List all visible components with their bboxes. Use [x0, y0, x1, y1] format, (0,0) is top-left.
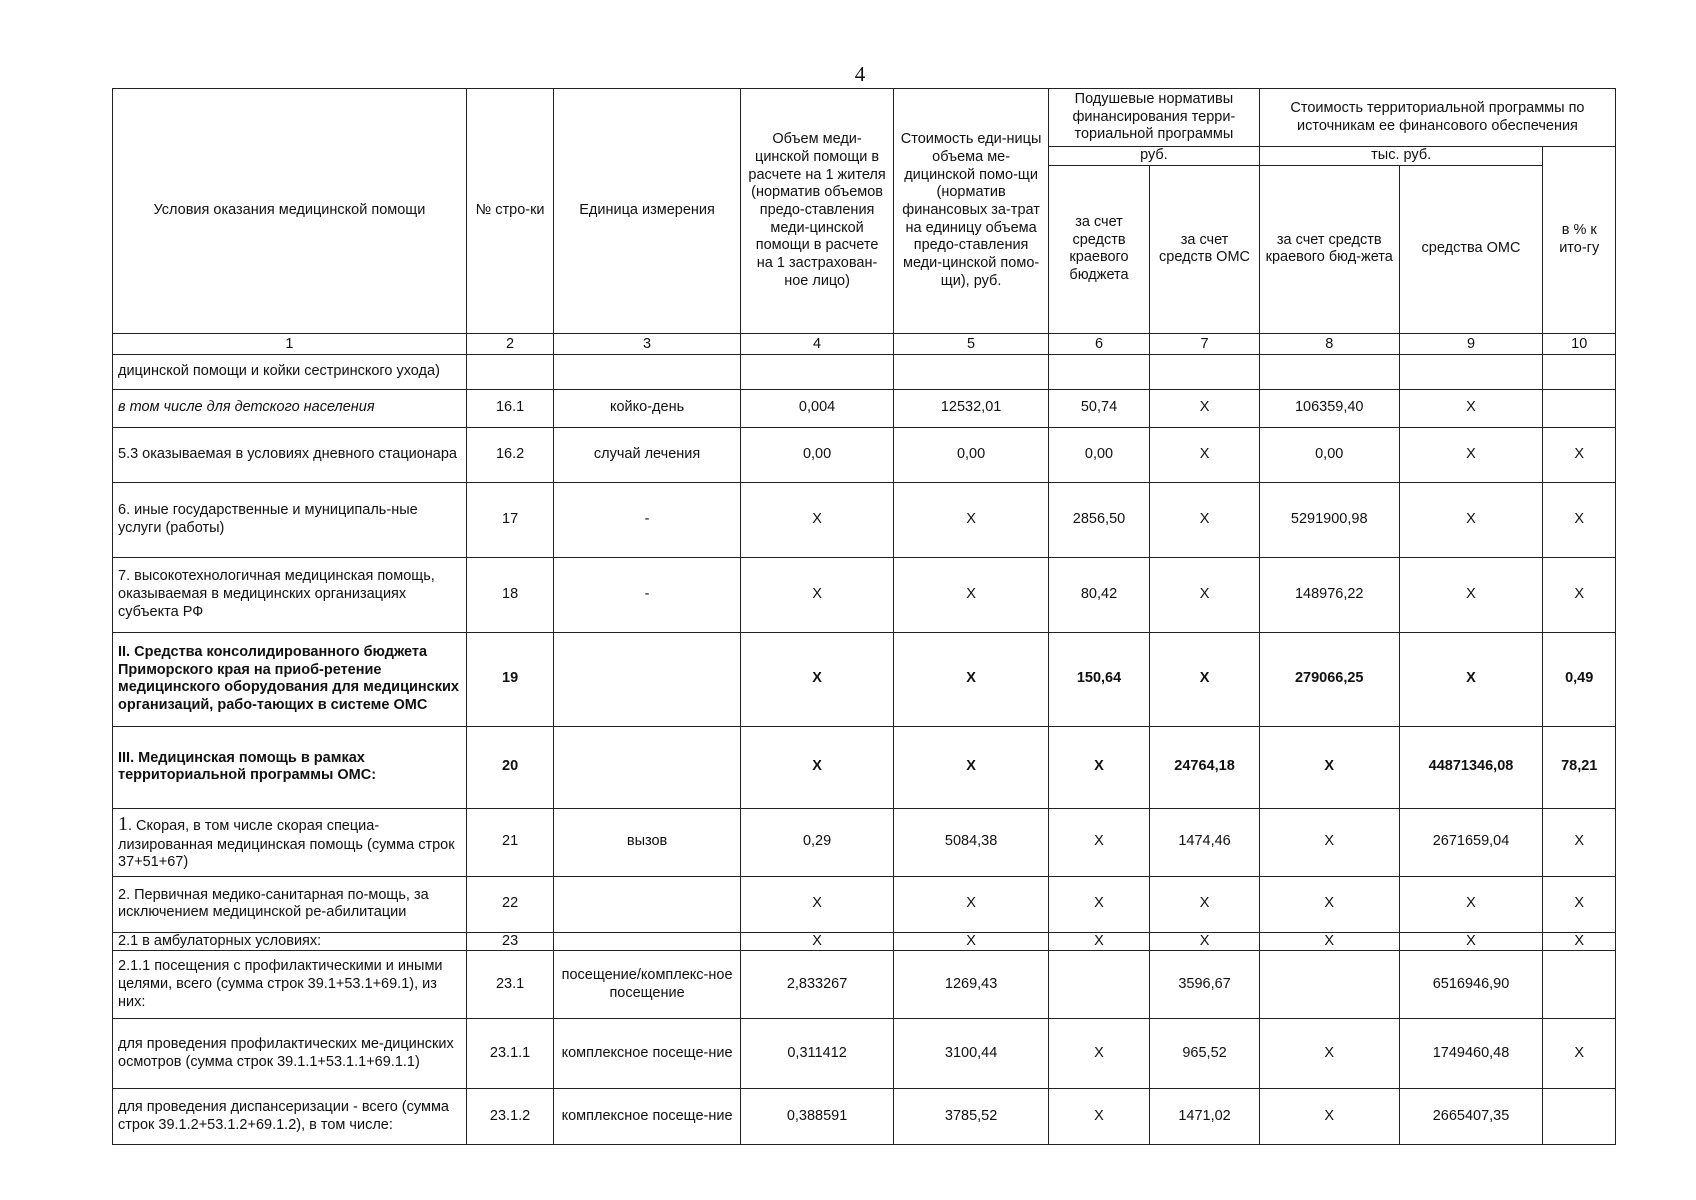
cell-tc-budget: X: [1259, 808, 1399, 876]
header-tc-oms: средства ОМС: [1399, 165, 1543, 333]
column-number: 10: [1543, 333, 1616, 354]
cell-percent: [1543, 389, 1616, 427]
cell-conditions: 2.1.1 посещения с профилактическими и иными целями, всего (сумма строк 39.1+53.1+69.1), из них:: [113, 951, 467, 1019]
cell-pc-oms: X: [1150, 557, 1260, 632]
cell-cost: 3785,52: [894, 1089, 1049, 1145]
table-row: [113, 726, 1616, 808]
cell-unit: койко-день: [554, 389, 741, 427]
cell-unit: [554, 726, 741, 808]
cell-row-no: 16.1: [466, 389, 553, 427]
cell-unit: [554, 354, 741, 389]
table-row: [113, 808, 1616, 876]
financing-table: [112, 88, 1616, 1145]
cell-percent: [1543, 1089, 1616, 1145]
cell-volume: [740, 354, 893, 389]
cell-row-no: 18: [466, 557, 553, 632]
cell-tc-oms: 2671659,04: [1399, 808, 1543, 876]
cell-tc-budget: [1259, 354, 1399, 389]
cell-percent: [1543, 354, 1616, 389]
cell-pc-oms: X: [1150, 482, 1260, 557]
header-per-capita: Подушевые нормативы финансирования терри-ториальной программы: [1048, 89, 1259, 147]
table-row: [113, 876, 1616, 932]
cell-pc-budget: X: [1048, 808, 1149, 876]
cell-tc-oms: [1399, 354, 1543, 389]
cell-tc-oms: X: [1399, 932, 1543, 951]
cell-unit: комплексное посеще-ние: [554, 1019, 741, 1089]
cell-pc-budget: X: [1048, 932, 1149, 951]
cell-percent: X: [1543, 808, 1616, 876]
header-percent: в % к ито-гу: [1543, 147, 1616, 334]
cell-row-no: [466, 354, 553, 389]
table-row: [113, 427, 1616, 482]
cell-pc-budget: X: [1048, 1019, 1149, 1089]
cell-percent: X: [1543, 427, 1616, 482]
cell-unit: комплексное посеще-ние: [554, 1089, 741, 1145]
table-row: [113, 482, 1616, 557]
cell-tc-budget: 279066,25: [1259, 632, 1399, 726]
cell-cost: 5084,38: [894, 808, 1049, 876]
cell-cost: X: [894, 557, 1049, 632]
cell-pc-budget: [1048, 951, 1149, 1019]
cell-volume: X: [740, 632, 893, 726]
cell-cost: X: [894, 726, 1049, 808]
column-number: 7: [1150, 333, 1260, 354]
cell-volume: X: [740, 876, 893, 932]
cell-cost: 0,00: [894, 427, 1049, 482]
header-cost: Стоимость еди-ницы объема ме-дицинской помо-щи (норматив финансовых за-трат на единицу объема предо-ставления меди-цинской помо-щи), руб.: [894, 89, 1049, 334]
header-conditions: Условия оказания медицинской помощи: [113, 89, 467, 334]
cell-volume: X: [740, 482, 893, 557]
cell-pc-oms: [1150, 354, 1260, 389]
cell-unit: -: [554, 482, 741, 557]
cell-pc-oms: X: [1150, 389, 1260, 427]
table-row: [113, 1089, 1616, 1145]
cell-pc-oms: 965,52: [1150, 1019, 1260, 1089]
cell-row-no: 22: [466, 876, 553, 932]
cell-row-no: 16.2: [466, 427, 553, 482]
cell-pc-budget: [1048, 354, 1149, 389]
cell-tc-oms: 1749460,48: [1399, 1019, 1543, 1089]
cell-tc-oms: X: [1399, 876, 1543, 932]
cell-conditions: II. Средства консолидированного бюджета Приморского края на приоб-ретение медицинского оборудования для медицинских организаций, рабо-тающих в системе ОМС: [113, 632, 467, 726]
column-number: 1: [113, 333, 467, 354]
cell-unit: [554, 876, 741, 932]
cell-unit: случай лечения: [554, 427, 741, 482]
cell-pc-oms: X: [1150, 427, 1260, 482]
header-pc-oms: за счет средств ОМС: [1150, 165, 1260, 333]
table-row: [113, 932, 1616, 951]
header-unit: Единица измерения: [554, 89, 741, 334]
column-number: 5: [894, 333, 1049, 354]
cell-pc-oms: 1474,46: [1150, 808, 1260, 876]
cell-conditions: 6. иные государственные и муниципаль-ные услуги (работы): [113, 482, 467, 557]
table-row: [113, 354, 1616, 389]
cell-pc-oms: X: [1150, 876, 1260, 932]
cell-cost: [894, 354, 1049, 389]
cell-tc-budget: 106359,40: [1259, 389, 1399, 427]
cell-volume: 2,833267: [740, 951, 893, 1019]
cell-tc-budget: 0,00: [1259, 427, 1399, 482]
cell-tc-oms: X: [1399, 632, 1543, 726]
cell-volume: X: [740, 557, 893, 632]
item-number: 1: [118, 813, 128, 836]
header-volume: Объем меди-цинской помощи в расчете на 1 жителя (норматив объемов предо-ставления меди-цинской помощи в расчете на 1 застрахован-ное лицо): [740, 89, 893, 334]
cell-pc-budget: 150,64: [1048, 632, 1149, 726]
table-row: [113, 389, 1616, 427]
cell-row-no: 23.1: [466, 951, 553, 1019]
column-number: 6: [1048, 333, 1149, 354]
cell-unit: -: [554, 557, 741, 632]
cell-row-no: 17: [466, 482, 553, 557]
cell-row-no: 20: [466, 726, 553, 808]
cell-percent: X: [1543, 932, 1616, 951]
table-row: [113, 951, 1616, 1019]
cell-tc-budget: X: [1259, 932, 1399, 951]
column-number: 4: [740, 333, 893, 354]
cell-conditions: для проведения диспансеризации - всего (сумма строк 39.1.2+53.1.2+69.1.2), в том числе:: [113, 1089, 467, 1145]
cell-pc-budget: 2856,50: [1048, 482, 1149, 557]
cell-cost: 3100,44: [894, 1019, 1049, 1089]
cell-tc-oms: X: [1399, 557, 1543, 632]
cell-tc-oms: 2665407,35: [1399, 1089, 1543, 1145]
cell-cost: X: [894, 482, 1049, 557]
column-number: 2: [466, 333, 553, 354]
cell-pc-budget: 50,74: [1048, 389, 1149, 427]
cell-unit: [554, 932, 741, 951]
cell-percent: X: [1543, 557, 1616, 632]
cell-percent: X: [1543, 876, 1616, 932]
cell-percent: X: [1543, 482, 1616, 557]
cell-conditions: для проведения профилактических ме-дицинских осмотров (сумма строк 39.1.1+53.1.1+69.1.1): [113, 1019, 467, 1089]
cell-row-no: 23.1.2: [466, 1089, 553, 1145]
cell-volume: 0,388591: [740, 1089, 893, 1145]
cell-tc-budget: [1259, 951, 1399, 1019]
table-row: [113, 1019, 1616, 1089]
cell-conditions: [113, 808, 467, 876]
cell-percent: 0,49: [1543, 632, 1616, 726]
cell-tc-oms: X: [1399, 482, 1543, 557]
cell-conditions: 5.3 оказываемая в условиях дневного стационара: [113, 427, 467, 482]
cell-tc-oms: X: [1399, 427, 1543, 482]
column-number: 8: [1259, 333, 1399, 354]
cell-tc-budget: X: [1259, 876, 1399, 932]
table-row: [113, 557, 1616, 632]
cell-volume: 0,29: [740, 808, 893, 876]
cell-cost: X: [894, 932, 1049, 951]
cell-tc-budget: 148976,22: [1259, 557, 1399, 632]
cell-percent: 78,21: [1543, 726, 1616, 808]
cell-pc-budget: X: [1048, 726, 1149, 808]
cell-pc-budget: 80,42: [1048, 557, 1149, 632]
cell-cost: 12532,01: [894, 389, 1049, 427]
cell-cost: X: [894, 632, 1049, 726]
cell-pc-budget: 0,00: [1048, 427, 1149, 482]
column-number: 9: [1399, 333, 1543, 354]
cell-cost: 1269,43: [894, 951, 1049, 1019]
header-pc-budget: за счет средств краевого бюджета: [1048, 165, 1149, 333]
condition-text: . Скорая, в том числе скорая специа-лизированная медицинская помощь (сумма строк 37+51+67): [118, 818, 455, 871]
cell-pc-oms: 24764,18: [1150, 726, 1260, 808]
cell-tc-oms: 44871346,08: [1399, 726, 1543, 808]
cell-pc-oms: X: [1150, 632, 1260, 726]
cell-percent: X: [1543, 1019, 1616, 1089]
cell-conditions: III. Медицинская помощь в рамках территориальной программы ОМС:: [113, 726, 467, 808]
header-total-cost: Стоимость территориальной программы по источникам ее финансового обеспечения: [1259, 89, 1615, 147]
cell-pc-budget: X: [1048, 1089, 1149, 1145]
cell-unit: вызов: [554, 808, 741, 876]
header-rub: руб.: [1048, 147, 1259, 166]
header-tc-budget: за счет средств краевого бюд-жета: [1259, 165, 1399, 333]
cell-tc-oms: 6516946,90: [1399, 951, 1543, 1019]
header-thousand-rub: тыс. руб.: [1259, 147, 1543, 166]
cell-conditions: дицинской помощи и койки сестринского ухода): [113, 354, 467, 389]
cell-volume: 0,311412: [740, 1019, 893, 1089]
cell-row-no: 19: [466, 632, 553, 726]
cell-tc-budget: 5291900,98: [1259, 482, 1399, 557]
cell-pc-oms: X: [1150, 932, 1260, 951]
cell-tc-budget: X: [1259, 1089, 1399, 1145]
cell-conditions: 7. высокотехнологичная медицинская помощь, оказываемая в медицинских организациях субъекта РФ: [113, 557, 467, 632]
cell-row-no: 23: [466, 932, 553, 951]
cell-volume: 0,004: [740, 389, 893, 427]
cell-unit: посещение/комплекс-ное посещение: [554, 951, 741, 1019]
cell-row-no: 21: [466, 808, 553, 876]
cell-pc-oms: 1471,02: [1150, 1089, 1260, 1145]
header-row-no: № стро-ки: [466, 89, 553, 334]
cell-volume: 0,00: [740, 427, 893, 482]
page-number: 4: [854, 62, 866, 86]
cell-unit: [554, 632, 741, 726]
cell-conditions: 2.1 в амбулаторных условиях:: [113, 932, 467, 951]
cell-pc-budget: X: [1048, 876, 1149, 932]
cell-row-no: 23.1.1: [466, 1019, 553, 1089]
cell-tc-oms: X: [1399, 389, 1543, 427]
column-number-row: [113, 333, 1616, 354]
cell-volume: X: [740, 726, 893, 808]
cell-conditions: в том числе для детского населения: [113, 389, 467, 427]
cell-volume: X: [740, 932, 893, 951]
cell-tc-budget: X: [1259, 1019, 1399, 1089]
cell-cost: X: [894, 876, 1049, 932]
cell-percent: [1543, 951, 1616, 1019]
column-number: 3: [554, 333, 741, 354]
cell-pc-oms: 3596,67: [1150, 951, 1260, 1019]
cell-conditions: 2. Первичная медико-санитарная по-мощь, за исключением медицинской ре-абилитации: [113, 876, 467, 932]
table-row: [113, 632, 1616, 726]
cell-tc-budget: X: [1259, 726, 1399, 808]
